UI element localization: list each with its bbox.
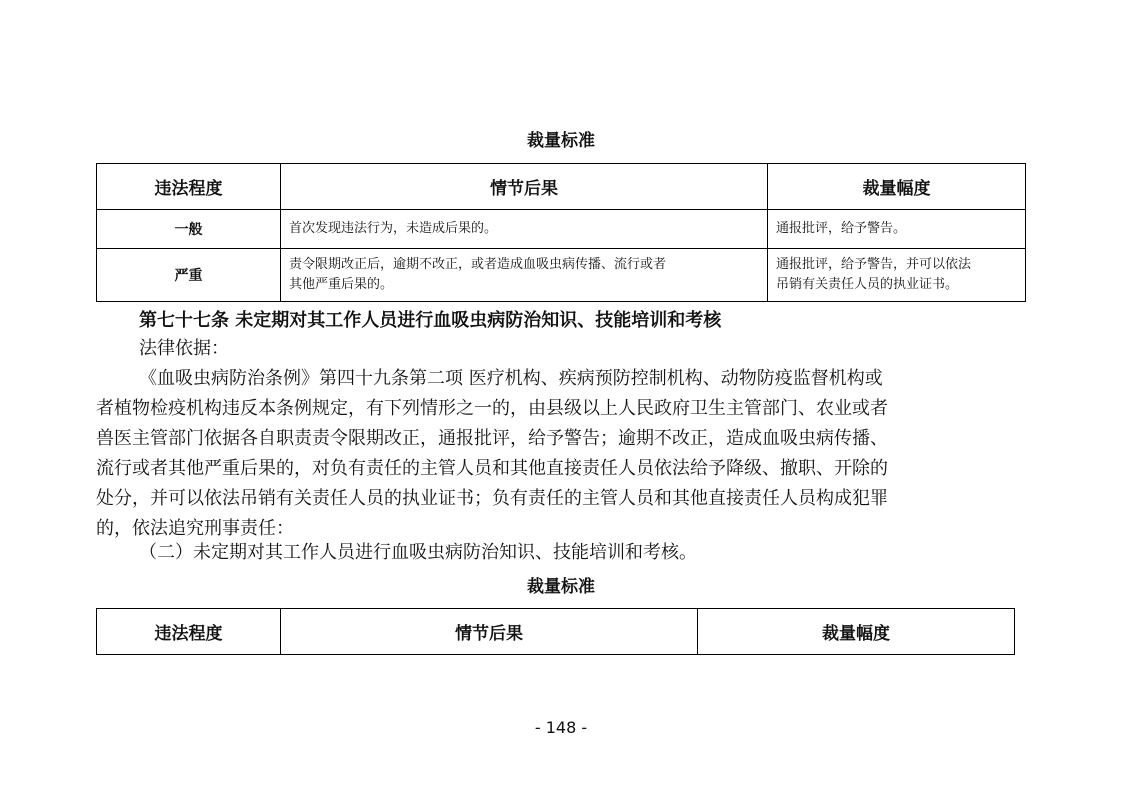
circumstance-line: 其他严重后果的。 (289, 277, 394, 292)
table1-header-penalty: 裁量幅度 (768, 164, 1026, 210)
circumstance-line: 首次发现违法行为，未造成后果的。 (289, 221, 498, 236)
penalty-line: 通报批评，给予警告。 (776, 221, 907, 236)
circumstance-line: 责令限期改正后，逾期不改正，或者造成血吸虫病传播、流行或者 (289, 257, 667, 272)
penalty-cell (768, 249, 1026, 302)
article-item: （二）未定期对其工作人员进行血吸虫病防治知识、技能培训和考核。 (139, 542, 697, 563)
basis-line: 兽医主管部门依据各自职责责令限期改正，通报批评，给予警告；逾期不改正，造成血吸虫病传播、 (96, 428, 888, 449)
circumstance-cell (281, 249, 768, 302)
table-row (97, 210, 1026, 249)
table2-header-degree: 违法程度 (97, 609, 281, 655)
table2-header-row (97, 609, 1015, 655)
basis-line: 者植物检疫机构违反本条例规定，有下列情形之一的，由县级以上人民政府卫生主管部门、农业或者 (96, 398, 888, 419)
basis-line: 《血吸虫病防治条例》第四十九条第二项 医疗机构、疾病预防控制机构、动物防疫监督机构或 (139, 368, 883, 389)
table1-header-row (97, 164, 1026, 210)
degree-cell: 严重 (97, 249, 281, 302)
table1-caption: 裁量标准 (527, 131, 595, 151)
basis-line: 的，依法追究刑事责任： (96, 518, 294, 539)
basis-label: 法律依据： (139, 338, 229, 359)
penalty-line: 通报批评，给予警告，并可以依法 (776, 257, 972, 272)
penalty-cell (768, 210, 1026, 249)
table1-header-degree: 违法程度 (97, 164, 281, 210)
basis-line: 处分，并可以依法吊销有关责任人员的执业证书；负有责任的主管人员和其他直接责任人员构成犯罪 (96, 488, 888, 509)
circumstance-cell (281, 210, 768, 249)
degree-cell: 一般 (97, 210, 281, 249)
basis-line: 流行或者其他严重后果的，对负有责任的主管人员和其他直接责任人员依法给予降级、撤职、开除的 (96, 458, 888, 479)
penalty-line: 吊销有关责任人员的执业证书。 (776, 277, 959, 292)
page-number: - 148 - (534, 718, 588, 737)
table2 (96, 608, 1015, 655)
table2-caption: 裁量标准 (527, 577, 595, 597)
table2-header-circumstances: 情节后果 (281, 609, 698, 655)
basis-text (96, 364, 888, 544)
table-row (97, 249, 1026, 302)
table1-header-circumstances: 情节后果 (281, 164, 768, 210)
table1 (96, 163, 1026, 302)
table2-header-penalty: 裁量幅度 (698, 609, 1015, 655)
article-heading: 第七十七条 未定期对其工作人员进行血吸虫病防治知识、技能培训和考核 (139, 310, 722, 331)
